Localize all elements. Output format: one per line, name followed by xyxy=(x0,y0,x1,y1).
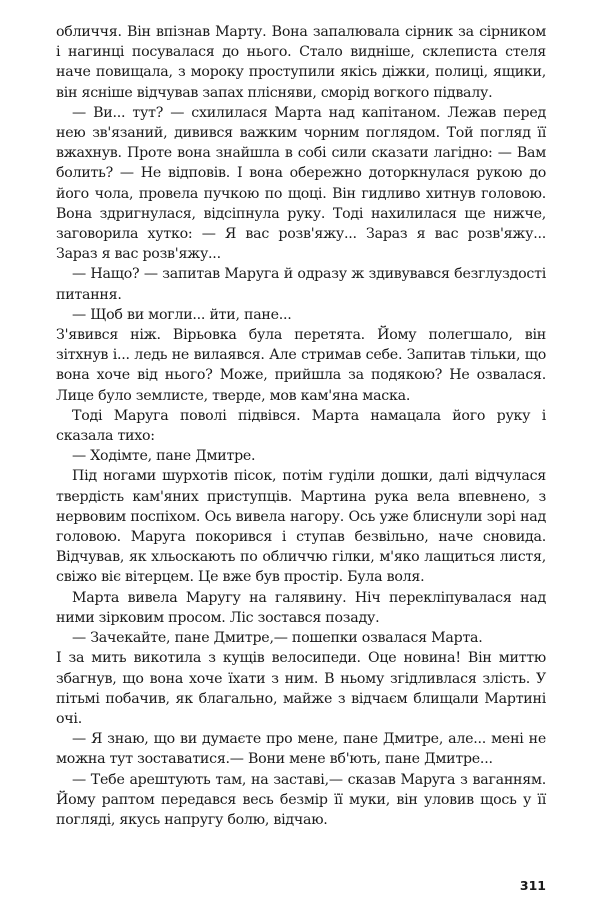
paragraph: Під ногами шурхотів пісок, потім гуділи дошки, далі відчулася твердість кам'яних приступців. Мартина рука вела впевнено, з нервовим поспіхом. Ось вивела нагору. Ось уже блиснули зорі над головою. Маруга покорився і ступав безвільно, наче сновида. Відчував, як хльоскають по обличчю гілки, м'яко лащиться листя, свіжо віє вітерцем. Це вже був простір. Була воля. xyxy=(56,468,546,586)
book-page xyxy=(56,22,546,902)
paragraph: Марта вивела Маругу на галявину. Ніч перекліпувалася над ними зірковим просом. Ліс зостався позаду. xyxy=(56,589,546,626)
paragraph: — Ходімте, пане Дмитре. xyxy=(72,448,256,465)
paragraph: — Зачекайте, пане Дмитре,— пошепки озвалася Марта. xyxy=(72,630,483,647)
paragraph: З'явився ніж. Вірьовка була перетята. Йому полегшало, він зітхнув і... ледь не вилаявся. Але стримав себе. Запитав тільки, що вона хоче від нього? Може, прийшла за подякою? Не озвалася. Лице було землисте, тверде, мов кам'яна маска. xyxy=(56,327,546,404)
paragraph: — Я знаю, що ви думаєте про мене, пане Дмитре, але... мені не можна тут зоставатися.— Вони мене вб'ють, пане Дмитре... xyxy=(56,731,546,768)
paragraph: І за мить викотила з кущів велосипеди. Оце новина! Він миттю збагнув, що вона хоче їхати з ним. В ньому згідливлася злість. У пітьмі побачив, як благально, майже з відчаєм блищали Мартині очі. xyxy=(56,650,546,727)
page-number: 311 xyxy=(519,878,546,893)
paragraph: — Нащо? — запитав Маруга й одразу ж здивувався безглуздості питання. xyxy=(56,266,546,303)
paragraph: — Щоб ви могли... йти, пане... xyxy=(72,306,292,323)
paragraph: Тоді Маруга поволі підвівся. Марта намацала його руку і сказала тихо: xyxy=(56,407,546,445)
paragraph: обличчя. Він впізнав Марту. Вона запалювала сірник за сірником і нагинці посувалася до нього. Стало видніше, склеписта стеля наче повищала, з мороку проступили якісь діжки, полиці, ящики, він ясніше відчував запах плісняви, сморід вогкого підвалу. xyxy=(56,24,546,101)
body-text xyxy=(56,22,546,830)
paragraph: — Ви... тут? — схилилася Марта над капітаном. Лежав перед нею зв'язаний, дивився важким чорним поглядом. Той погляд її вжахнув. Проте вона знайшла в собі сили сказати лагідно: — Вам болить? — Не відповів. І вона обережно доторкнулася рукою до його чола, провела пучкою по щоці. Він гидливо хитнув головою. Вона здригнулася, відсіпнула руку. Тоді нахилилася ще нижче, заговорила хутко: — Я вас розв'яжу... Зараз я вас розв'яжу... Зараз я вас розв'яжу... xyxy=(56,104,546,263)
paragraph: — Тебе арештують там, на заставі,— сказав Маруга з ваганням. Йому раптом передався весь безмір її муки, він уловив щось у її погляді, якусь напругу болю, відчаю. xyxy=(56,771,546,828)
